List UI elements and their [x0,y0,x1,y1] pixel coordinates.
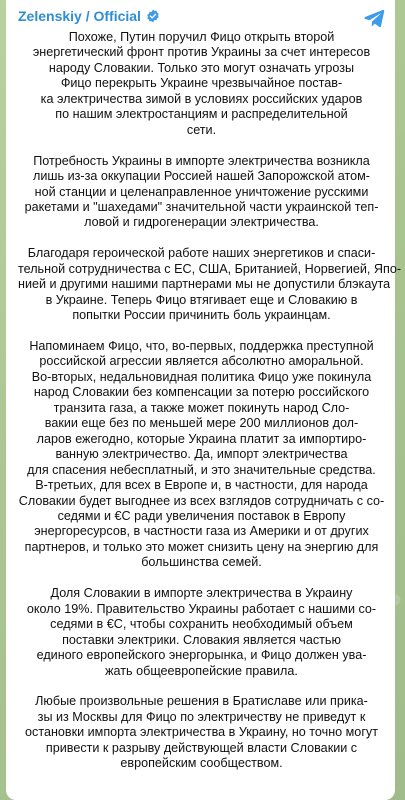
post-line: Благодаря героической работе наших энергетиков и спаси- [27,246,376,261]
post-line: ка электричества зимой в условиях российских ударов [40,91,363,106]
post-line: энергетический фронт против Украины за счет интересов [32,45,371,60]
post-line: народ Словакии без компенсации за потерю российского [33,385,370,400]
post-line: европейским сообществом. [120,756,283,771]
post-line: российской агрессии является абсолютно аморальной. [39,354,364,369]
post-line: лишь из-за оккупации Россией нашей Запорожской атом- [33,169,370,184]
post-line: ракетами и "шахедами" значительной части украинской теп- [24,199,379,214]
post-line: большинства семей. [141,555,262,570]
post-line: Похоже, Путин поручил Фицо открыть второй [68,30,335,44]
post-paragraph [18,694,385,771]
post-line: ной станции и целенаправленное уничтожение русскими [34,184,369,199]
verified-check-icon [146,9,160,23]
post-line: привести к разрыву действующей власти Словакии с [45,740,358,755]
post-line: Любые произвольные решения в Братиславе или прика- [35,694,368,709]
post-line: около 19%. Правительство Украины работает с нашими со- [26,601,377,616]
post-line: единого европейского энергорынка, и Фицо должен ува- [36,648,367,663]
channel-name[interactable]: Zelenskiy / Official [18,8,141,24]
post-line: партнеров, и только это может снизить цену на энергию для [24,539,379,554]
post-line: Фицо перекрыть Украине чрезвычайное постав- [60,76,343,91]
post-line: Потребность Украины в импорте электричества возникла [33,153,370,168]
post-line: ванную электричество. Да, импорт электричества [55,447,348,462]
post-line: Напоминаем Фицо, что, во-первых, поддержка преступной [29,339,374,354]
post-line: В-третьих, для всех в Европе и, в частности, для народа [35,478,368,493]
message-header [18,6,385,26]
post-paragraph [18,30,385,138]
post-line: в Украине. Теперь Фицо втягивает еще и Словакию в [45,292,358,307]
post-line: тельной сотрудничества с ЕС, США, Британией, Норвегией, Япо- [18,261,402,276]
post-line: ларов ежегодно, которые Украина платит за импортиро- [36,431,367,446]
post-line: нией и другими нашими партнерами мы не допустили блэкаута [18,277,391,292]
post-line: по нашим электростанциям и распределительной [55,107,348,122]
post-line: жать общеевропейские правила. [105,663,298,678]
post-line: народу Словакии. Только это могут означать угрозы [48,60,355,75]
post-paragraph [18,246,402,323]
message-bubble [6,0,402,800]
post-line: попытки России причинить боль украинцам. [72,308,331,323]
post-line: Словакии будет выгоднее из всех взглядов сотрудничать с со- [18,493,385,508]
post-line: энергоресурсов, в частности газа из Америки и от других [34,524,369,539]
post-line: седями в €С, чтобы сохранить необходимый объем [50,617,353,632]
post-paragraph [18,339,385,571]
post-line: Во-вторых, недальновидная политика Фицо уже покинула [31,369,372,384]
post-line: для спасения небесплатный, и это значительные средства. [27,462,376,477]
post-text [18,30,402,772]
post-line: транзита газа, а также может покинуть народ Сло- [53,400,350,415]
telegram-paper-plane-icon[interactable] [363,8,385,28]
post-line: поставки электрики. Словакия является частью [62,632,341,647]
post-line: седями и €С ради увеличения поставок в Европу [57,509,346,523]
post-paragraph [18,586,385,679]
post-line: вакии еще без по меньшей мере 200 миллионов дол- [44,416,359,431]
post-line: сети. [186,122,217,137]
post-line: зы из Москвы для Фицо по электричеству не приведут к [37,709,366,724]
post-paragraph [18,154,385,231]
post-line: ловой и гидрогенерации электричества. [84,215,319,230]
post-line: остановки импорта электричества в Украину, но точно могут [25,725,378,740]
post-line: Доля Словакии в импорте электричества в Украину [50,586,353,601]
